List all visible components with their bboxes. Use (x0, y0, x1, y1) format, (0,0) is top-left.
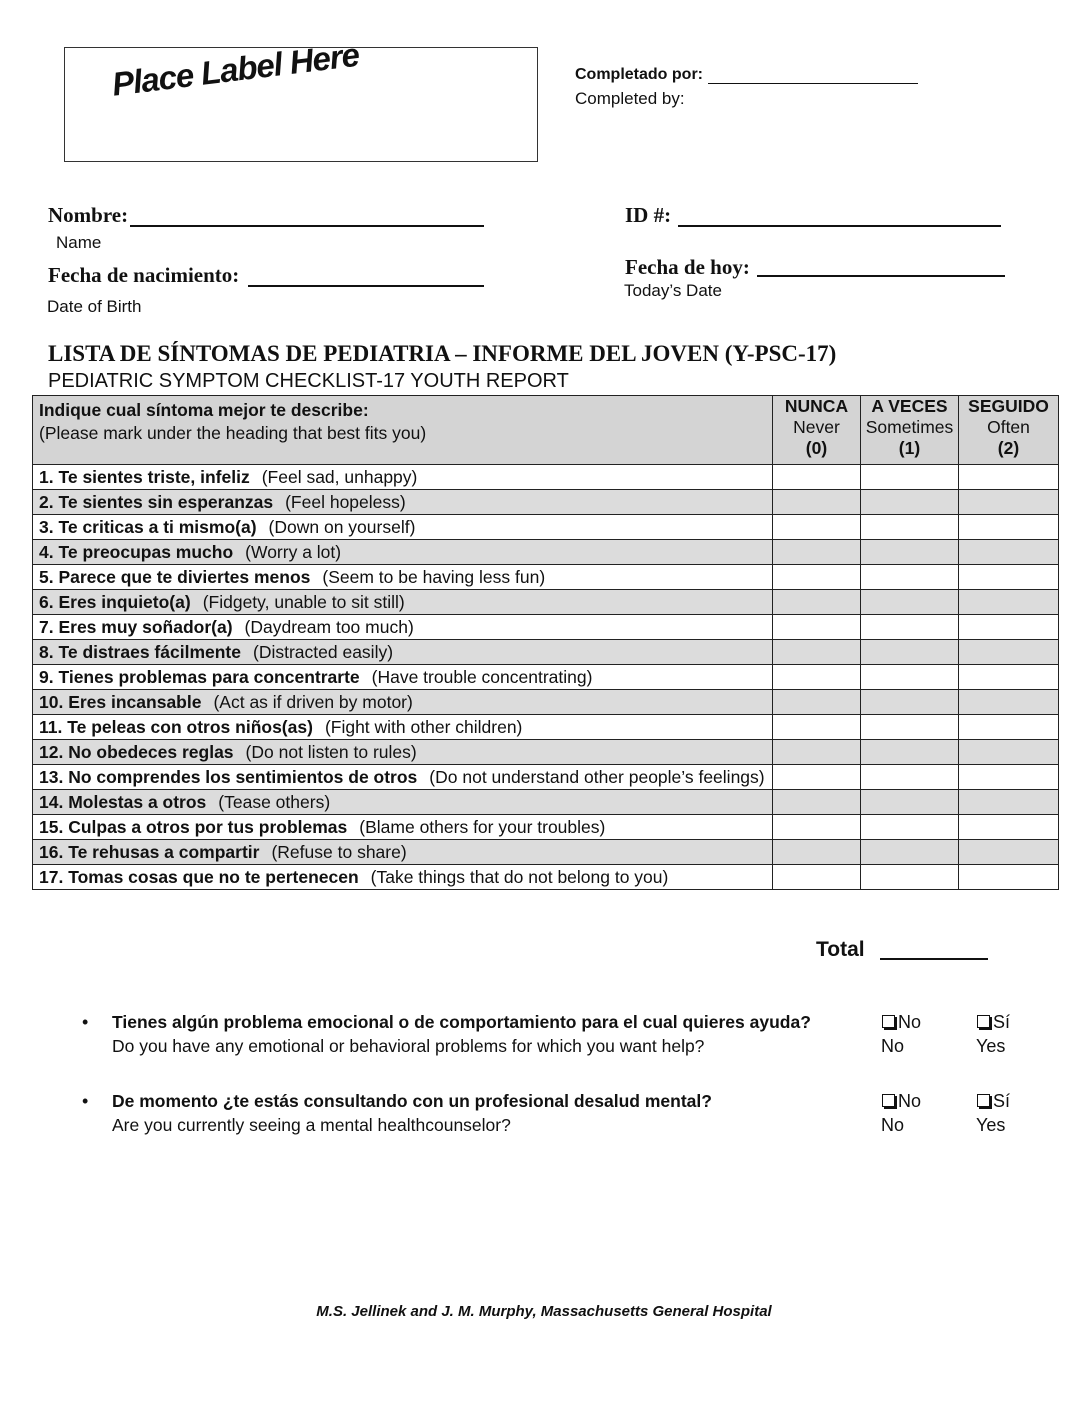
symptom-en: (Fight with other children) (324, 717, 523, 737)
answer-cell-sometimes[interactable] (861, 665, 959, 690)
name-label-es: Nombre: (48, 203, 129, 227)
table-row (33, 590, 1059, 615)
symptom-cell (33, 865, 773, 890)
today-label-en: Today’s Date (624, 281, 722, 300)
checkbox-icon (977, 1094, 990, 1107)
symptom-en: (Tease others) (218, 792, 331, 812)
symptom-es: 6. Eres inquieto(a) (39, 592, 191, 612)
answer-cell-often[interactable] (959, 590, 1059, 615)
symptom-es: 10. Eres incansable (39, 692, 202, 712)
table-row (33, 865, 1059, 890)
answer-cell-often[interactable] (959, 515, 1059, 540)
instruction-es: Indique cual síntoma mejor te describe: (39, 400, 369, 420)
bullet-icon: • (82, 1012, 89, 1032)
answer-cell-sometimes[interactable] (861, 640, 959, 665)
question-2-no-label: No (898, 1091, 922, 1111)
answer-cell-never[interactable] (773, 515, 861, 540)
symptom-cell (33, 765, 773, 790)
table-row (33, 765, 1059, 790)
column-sometimes-en: Sometimes (865, 417, 954, 437)
symptom-en: (Seem to be having less fun) (322, 567, 546, 587)
symptom-cell (33, 640, 773, 665)
answer-cell-often[interactable] (959, 615, 1059, 640)
answer-cell-never[interactable] (773, 490, 861, 515)
answer-cell-sometimes[interactable] (861, 615, 959, 640)
answer-cell-often[interactable] (959, 465, 1059, 490)
question-2-no-checkbox[interactable] (882, 1091, 921, 1112)
answer-cell-sometimes[interactable] (861, 740, 959, 765)
answer-cell-often[interactable] (959, 640, 1059, 665)
symptom-cell (33, 490, 773, 515)
symptom-es: 14. Molestas a otros (39, 792, 207, 812)
table-row (33, 565, 1059, 590)
id-field[interactable] (678, 225, 1001, 227)
total-label: Total (816, 938, 865, 961)
name-label-en: Name (56, 233, 102, 252)
answer-cell-often[interactable] (959, 815, 1059, 840)
completed-by-label-en: Completed by: (575, 89, 685, 108)
dob-label-es: Fecha de nacimiento: (48, 263, 240, 287)
answer-cell-never[interactable] (773, 690, 861, 715)
symptom-checklist-table (32, 395, 1059, 890)
bullet-icon: • (82, 1091, 89, 1111)
name-field[interactable] (130, 225, 484, 227)
symptom-en: (Refuse to share) (271, 842, 407, 862)
answer-cell-sometimes[interactable] (861, 465, 959, 490)
dob-field[interactable] (248, 285, 484, 287)
symptom-es: 16. Te rehusas a compartir (39, 842, 260, 862)
symptom-es: 15. Culpas a otros por tus problemas (39, 817, 348, 837)
table-row (33, 465, 1059, 490)
answer-cell-sometimes[interactable] (861, 590, 959, 615)
symptom-es: 13. No comprendes los sentimientos de otros (39, 767, 418, 787)
symptom-es: 11. Te peleas con otros niños(as) (39, 717, 313, 737)
answer-cell-often[interactable] (959, 740, 1059, 765)
symptom-en: (Feel sad, unhappy) (261, 467, 418, 487)
column-never-es: NUNCA (784, 396, 849, 416)
symptom-en: (Distracted easily) (253, 642, 394, 662)
symptom-cell (33, 615, 773, 640)
symptom-cell (33, 465, 773, 490)
answer-cell-never[interactable] (773, 565, 861, 590)
answer-cell-sometimes[interactable] (861, 565, 959, 590)
symptom-es: 2. Te sientes sin esperanzas (39, 492, 274, 512)
symptom-cell (33, 665, 773, 690)
answer-cell-never[interactable] (773, 665, 861, 690)
symptom-en: (Act as if driven by motor) (213, 692, 413, 712)
answer-cell-often[interactable] (959, 665, 1059, 690)
table-row (33, 515, 1059, 540)
answer-cell-often[interactable] (959, 790, 1059, 815)
column-header-sometimes (861, 396, 959, 465)
symptom-en: (Blame others for your troubles) (359, 817, 606, 837)
column-never-en: Never (793, 417, 840, 437)
column-often-score: (2) (997, 438, 1020, 458)
instruction-en: (Please mark under the heading that best fits you) (39, 423, 427, 443)
answer-cell-often[interactable] (959, 765, 1059, 790)
symptom-cell (33, 515, 773, 540)
total-field[interactable] (880, 958, 988, 960)
symptom-en: (Fidgety, unable to sit still) (202, 592, 405, 612)
symptom-es: 1. Te sientes triste, infeliz (39, 467, 250, 487)
symptom-en: (Do not understand other people’s feelings) (429, 767, 765, 787)
question-2-yes-label-en: Yes (976, 1115, 1006, 1135)
answer-cell-often[interactable] (959, 690, 1059, 715)
footer-credit: M.S. Jellinek and J. M. Murphy, Massachusetts General Hospital (316, 1303, 772, 1320)
answer-cell-never[interactable] (773, 765, 861, 790)
symptom-es: 4. Te preocupas mucho (39, 542, 234, 562)
question-2-yes-label: Sí (993, 1091, 1011, 1111)
table-row (33, 540, 1059, 565)
answer-cell-often[interactable] (959, 540, 1059, 565)
column-sometimes-score: (1) (898, 438, 921, 458)
answer-cell-sometimes[interactable] (861, 765, 959, 790)
question-1-yes-label: Sí (993, 1012, 1011, 1032)
answer-cell-never[interactable] (773, 790, 861, 815)
answer-cell-sometimes[interactable] (861, 790, 959, 815)
table-row (33, 665, 1059, 690)
symptom-es: 17. Tomas cosas que no te pertenecen (39, 867, 359, 887)
symptom-en: (Have trouble concentrating) (371, 667, 593, 687)
question-1-no-checkbox[interactable] (882, 1012, 921, 1033)
question-1-no-label-en: No (881, 1036, 905, 1056)
completed-by-field[interactable] (708, 83, 918, 84)
symptom-es: 7. Eres muy soñador(a) (39, 617, 233, 637)
table-row (33, 740, 1059, 765)
symptom-cell (33, 715, 773, 740)
answer-cell-often[interactable] (959, 490, 1059, 515)
answer-cell-sometimes[interactable] (861, 515, 959, 540)
symptom-cell (33, 565, 773, 590)
table-row (33, 690, 1059, 715)
symptom-cell (33, 690, 773, 715)
question-1-es: Tienes algún problema emocional o de comportamiento para el cual quieres ayuda? (112, 1012, 811, 1032)
symptom-cell (33, 815, 773, 840)
column-sometimes-es: A VECES (871, 396, 948, 416)
instruction-cell (33, 396, 773, 465)
table-header-row (33, 396, 1059, 465)
column-often-es: SEGUIDO (968, 396, 1049, 416)
table-row (33, 815, 1059, 840)
table-row (33, 715, 1059, 740)
symptom-en: (Take things that do not belong to you) (370, 867, 669, 887)
answer-cell-sometimes[interactable] (861, 815, 959, 840)
completed-by-label-es: Completado por: (575, 66, 703, 83)
today-label-es: Fecha de hoy: (625, 255, 750, 279)
answer-cell-never[interactable] (773, 615, 861, 640)
answer-cell-never[interactable] (773, 865, 861, 890)
symptom-es: 5. Parece que te diviertes menos (39, 567, 311, 587)
answer-cell-never[interactable] (773, 640, 861, 665)
question-1-no-label: No (898, 1012, 922, 1032)
question-2-en: Are you currently seeing a mental healthcounselor? (112, 1115, 511, 1135)
table-row (33, 640, 1059, 665)
symptom-en: (Daydream too much) (244, 617, 414, 637)
column-never-score: (0) (805, 438, 828, 458)
answer-cell-sometimes[interactable] (861, 865, 959, 890)
table-row (33, 490, 1059, 515)
question-1-yes-label-en: Yes (976, 1036, 1006, 1056)
symptom-cell (33, 840, 773, 865)
question-1-yes-checkbox[interactable] (977, 1012, 1010, 1033)
answer-cell-never[interactable] (773, 815, 861, 840)
column-header-never (773, 396, 861, 465)
answer-cell-never[interactable] (773, 715, 861, 740)
symptom-en: (Worry a lot) (245, 542, 342, 562)
dob-label-en: Date of Birth (47, 297, 142, 316)
id-label: ID #: (625, 203, 672, 227)
question-2-yes-checkbox[interactable] (977, 1091, 1010, 1112)
answer-cell-often[interactable] (959, 865, 1059, 890)
answer-cell-sometimes[interactable] (861, 840, 959, 865)
symptom-es: 3. Te criticas a ti mismo(a) (39, 517, 257, 537)
question-1-en: Do you have any emotional or behavioral problems for which you want help? (112, 1036, 705, 1056)
answer-cell-often[interactable] (959, 840, 1059, 865)
question-2-no-label-en: No (881, 1115, 905, 1135)
answer-cell-never[interactable] (773, 840, 861, 865)
symptom-es: 8. Te distraes fácilmente (39, 642, 241, 662)
answer-cell-never[interactable] (773, 590, 861, 615)
column-header-often (959, 396, 1059, 465)
answer-cell-sometimes[interactable] (861, 490, 959, 515)
symptom-cell (33, 740, 773, 765)
question-2-es: De momento ¿te estás consultando con un profesional desalud mental? (112, 1091, 712, 1111)
column-often-en: Often (987, 417, 1030, 437)
answer-cell-sometimes[interactable] (861, 715, 959, 740)
symptom-cell (33, 540, 773, 565)
symptom-es: 9. Tienes problemas para concentrarte (39, 667, 360, 687)
answer-cell-sometimes[interactable] (861, 690, 959, 715)
table-row (33, 840, 1059, 865)
symptom-cell (33, 790, 773, 815)
answer-cell-never[interactable] (773, 540, 861, 565)
answer-cell-never[interactable] (773, 740, 861, 765)
table-row (33, 790, 1059, 815)
today-date-field[interactable] (757, 275, 1005, 277)
checkbox-icon (977, 1015, 990, 1028)
checkbox-icon (882, 1015, 895, 1028)
label-placeholder-text: Place Label Here (110, 35, 361, 103)
checkbox-icon (882, 1094, 895, 1107)
form-title-es: LISTA DE SÍNTOMAS DE PEDIATRIA – INFORME DEL JOVEN (Y-PSC-17) (48, 341, 837, 366)
table-row (33, 615, 1059, 640)
symptom-es: 12. No obedeces reglas (39, 742, 234, 762)
symptom-en: (Feel hopeless) (285, 492, 406, 512)
symptom-cell (33, 590, 773, 615)
answer-cell-never[interactable] (773, 465, 861, 490)
answer-cell-often[interactable] (959, 565, 1059, 590)
symptom-en: (Do not listen to rules) (245, 742, 417, 762)
answer-cell-often[interactable] (959, 715, 1059, 740)
answer-cell-sometimes[interactable] (861, 540, 959, 565)
symptom-en: (Down on yourself) (268, 517, 416, 537)
form-title-en: PEDIATRIC SYMPTOM CHECKLIST-17 YOUTH REPORT (48, 370, 569, 392)
